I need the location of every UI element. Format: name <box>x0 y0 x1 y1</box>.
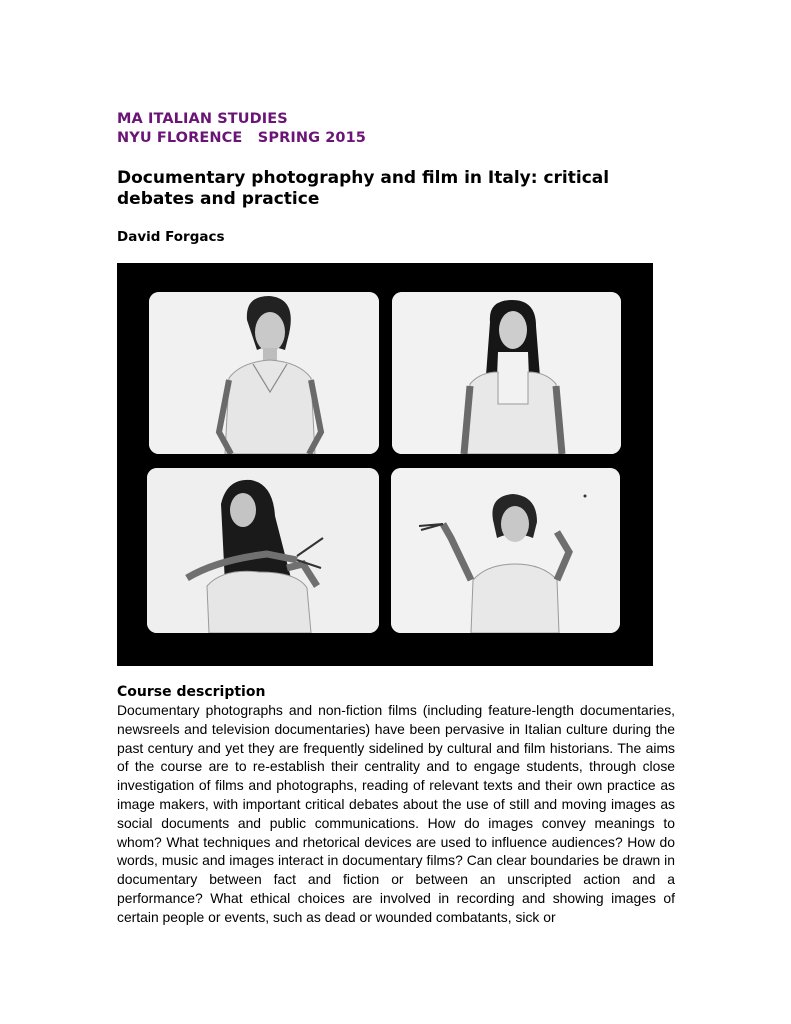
program-name: MA ITALIAN STUDIES <box>117 111 288 127</box>
film-frame-bottom-left <box>147 468 379 633</box>
woman-cutting-hair-figure <box>147 468 379 633</box>
program-term: NYU FLORENCE SPRING 2015 <box>117 130 366 146</box>
film-frame-bottom-right <box>391 468 620 633</box>
author-name: David Forgacs <box>117 229 225 245</box>
film-frame-top-left <box>149 292 379 454</box>
woman-holding-scissors-figure <box>391 468 620 633</box>
program-header <box>117 110 677 148</box>
woman-short-hair-figure <box>149 292 379 454</box>
woman-long-hair-figure <box>392 292 621 454</box>
course-description-text: Documentary photographs and non-fiction films (including feature-length documentaries, newsreels and television documentaries) have been pervasive in Italian culture during the past century and yet they are frequently sidelined by cultural and film historians. The aims of the course are to re-establish their centrality and to engage students, through close investigation of films and photographs, reading of relevant texts and their own practice as image makers, with important critical debates about the use of still and moving images as social documents and public communications. How do images convey meanings to whom? What techniques and rhetorical devices are used to influence audiences? How do words, music and images interact in documentary films? Can clear boundaries be drawn in documentary between fact and fiction or between an unscripted action and a performance? What ethical choices are involved in recording and showing images of certain people or events, such as dead or wounded combatants, sick or <box>117 702 675 925</box>
film-still-grid <box>117 263 653 666</box>
section-heading: Course description <box>117 684 266 700</box>
document-title: Documentary photography and film in Italy: critical debates and practice <box>117 168 610 209</box>
film-frame-top-right <box>392 292 621 454</box>
